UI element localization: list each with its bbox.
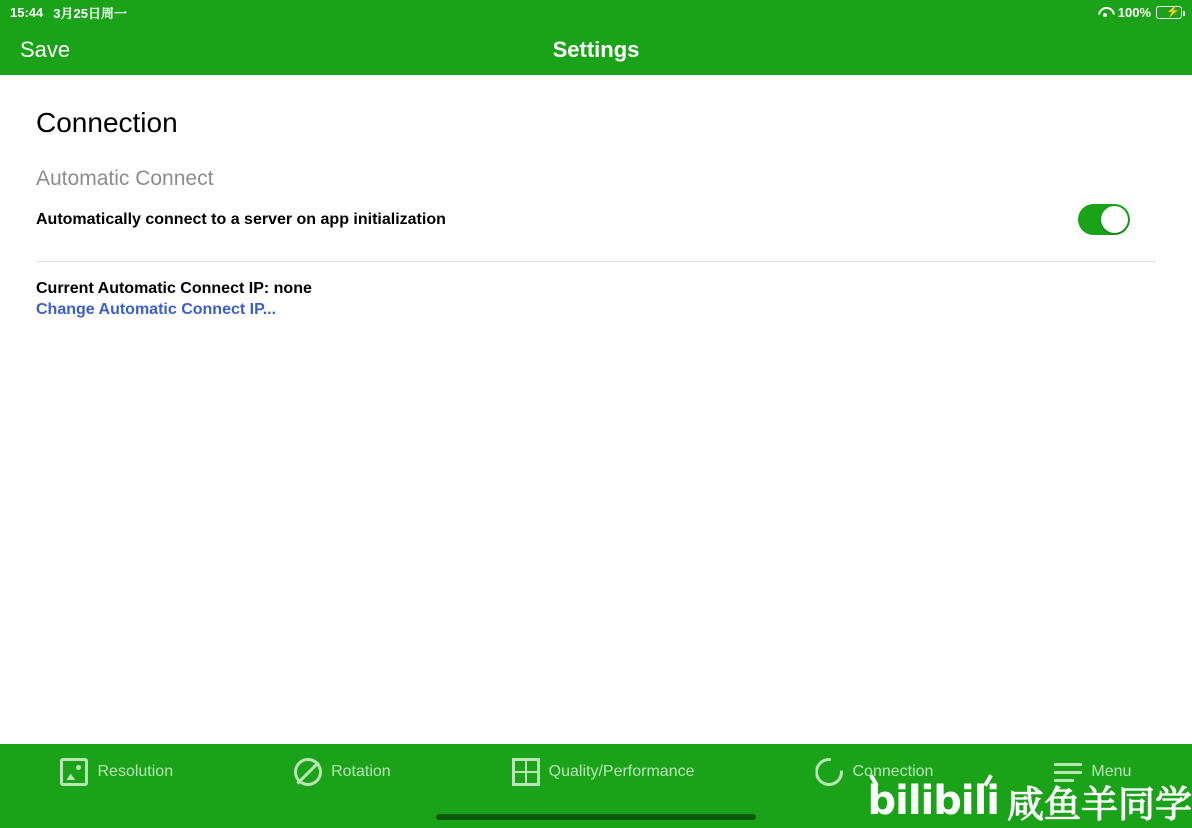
subsection-title-automatic-connect: Automatic Connect — [36, 167, 214, 190]
status-date: 3月25日周一 — [53, 5, 127, 21]
page-title: Settings — [552, 36, 640, 62]
navigation-bar — [0, 24, 1192, 75]
rotation-icon — [294, 758, 322, 786]
auto-connect-row — [36, 204, 1156, 235]
connection-icon — [815, 758, 843, 786]
status-bar — [0, 0, 1192, 24]
tab-connection[interactable] — [815, 758, 933, 786]
tab-menu[interactable] — [1054, 758, 1131, 786]
tab-label-quality-performance: Quality/Performance — [548, 763, 695, 780]
save-button[interactable]: Save — [20, 36, 71, 62]
settings-content — [0, 75, 1192, 744]
tab-resolution[interactable] — [60, 758, 173, 786]
section-title-connection: Connection — [36, 107, 178, 138]
tab-quality-performance[interactable] — [512, 758, 695, 786]
tab-label-resolution: Resolution — [97, 763, 174, 780]
auto-connect-label: Automatically connect to a server on app initialization — [36, 210, 446, 228]
tab-label-rotation: Rotation — [331, 763, 391, 780]
toggle-knob — [1101, 206, 1128, 233]
section-divider — [36, 261, 1156, 262]
menu-icon — [1054, 758, 1082, 786]
tab-rotation[interactable] — [294, 758, 391, 786]
battery-icon — [1156, 6, 1182, 19]
quality-performance-icon — [512, 758, 540, 786]
watermark-brand: bilibili — [867, 778, 999, 824]
tab-label-connection: Connection — [852, 763, 934, 780]
home-indicator — [436, 814, 756, 820]
status-bar-right — [1098, 5, 1182, 20]
tab-bar — [0, 744, 1192, 828]
wifi-icon — [1098, 6, 1113, 18]
status-time: 15:44 — [10, 4, 44, 20]
change-auto-connect-ip-link[interactable]: Change Automatic Connect IP... — [36, 301, 277, 318]
charging-bolt-icon: ⚡ — [1166, 5, 1180, 18]
tab-label-menu: Menu — [1091, 763, 1132, 780]
auto-connect-toggle[interactable] — [1078, 204, 1130, 235]
battery-percent-label: 100% — [1117, 4, 1151, 20]
current-auto-connect-ip: Current Automatic Connect IP: none — [36, 280, 312, 297]
watermark-text: 咸鱼羊同学 — [1007, 783, 1192, 826]
resolution-icon — [60, 758, 88, 786]
status-bar-left — [10, 3, 127, 22]
